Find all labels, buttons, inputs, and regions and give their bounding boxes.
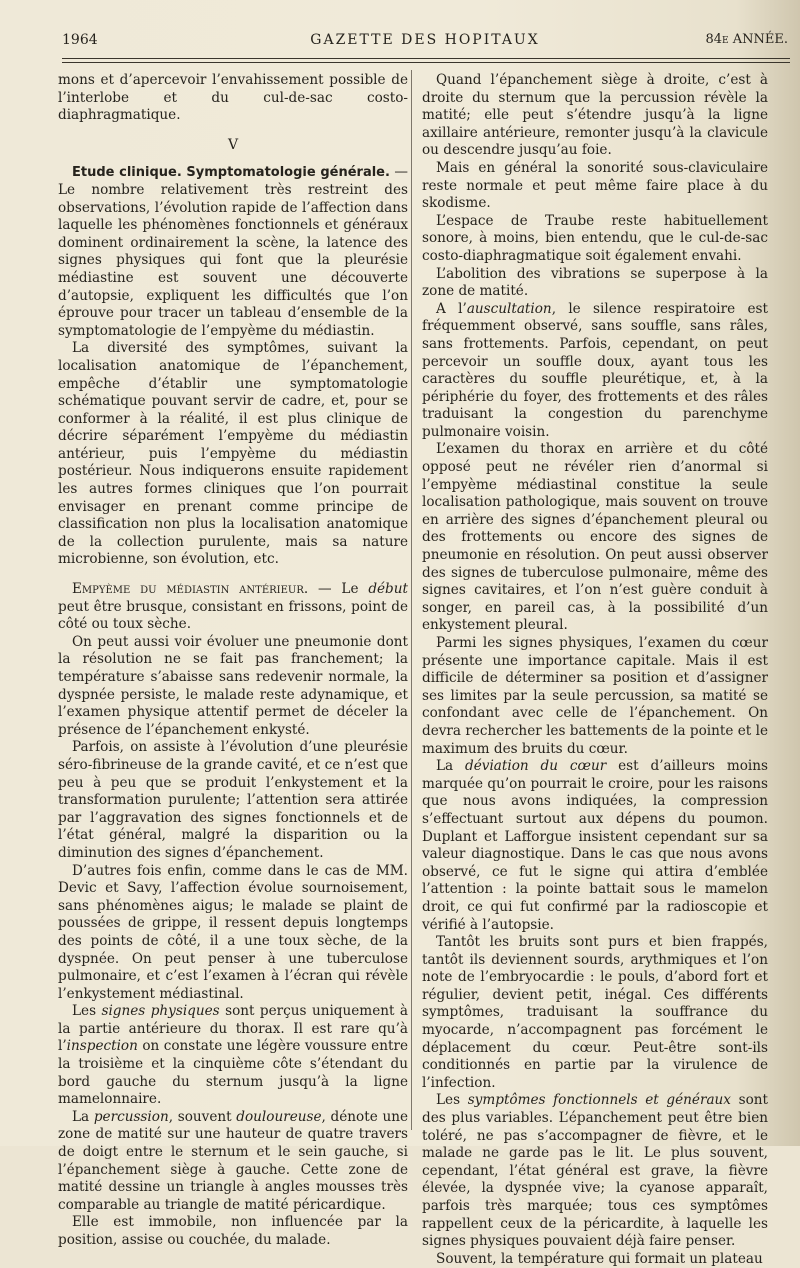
paragraph: Elle est immobile, non influencée par la position, assise ou couchée, du malade.: [58, 1214, 408, 1248]
paragraph: Etude clinique. Symptomatologie générale. — Le nombre relativement très restreint des observations, l’évolution rapide de l’affection dans laquelle les phénomènes fonctionnels et généraux dominent ordinairement la scène, la latence des signes physiques qui font que la pleurésie médiastine est souvent une découverte d’autopsie, expliquent les difficultés que l’on éprouve pour tracer un tableau d’ensemble de la symptomatologie de l’empyème du médiastin.: [58, 164, 408, 339]
header-rule-top: [62, 58, 790, 59]
paragraph: Quand l’épanchement siège à droite, c’est à droite du sternum que la percussion révèle la matité; elle peut s’étendre jusqu’à la ligne axillaire antérieure, remonter jusqu’à la clavicule ou descendre jusqu’au foie.: [422, 72, 768, 159]
paragraph: L’espace de Traube reste habituellement sonore, à moins, bien entendu, que le cul-de-sac costo-diaphragmatique soit également envahi.: [422, 212, 768, 264]
paragraph: Parfois, on assiste à l’évolution d’une pleurésie séro-fibrineuse de la grande cavité, et ce n’est que peu à peu que se produit l’enkystement et la transformation purulente; l’attention sera attirée par l’aggravation des signes fonctionnels et de l’état général, malgré la disparition ou la diminution des signes d’épanchement.: [58, 739, 408, 861]
paragraph: L’examen du thorax en arrière et du côté opposé peut ne révéler rien d’anormal si l’empyème médiastinal constitue la seule localisation pathologique, mais souvent on trouve en arrière des signes d’épanchement pleural ou des frottements ou encore des signes de pneumonie en résolution. On peut aussi observer des signes de tuberculose pulmonaire, même des signes cavitaires, et l’on n’est guère conduit à songer, en pareil cas, à la possibilité d’un enkystement pleural.: [422, 441, 768, 634]
paragraph: Empyème du médiastin antérieur. — Le début peut être brusque, consistant en frissons, point de côté ou toux sèche.: [58, 581, 408, 633]
subsection-heading: Empyème du médiastin antérieur.: [72, 581, 309, 598]
paragraph: Les signes physiques sont perçus uniquement à la partie antérieure du thorax. Il est rare qu’à l’inspection on constate une légère voussure entre la troisième et la cinquième côte s’étendant du bord gauche du sternum jusqu’à la ligne mamelonnaire.: [58, 1003, 408, 1108]
paragraph: Mais en général la sonorité sous-claviculaire reste normale et peut même faire place à du skodisme.: [422, 159, 768, 212]
page-header: [60, 32, 790, 58]
paragraph: La diversité des symptômes, suivant la localisation anatomique de l’épanchement, empêche d’établir une symptomatologie schématique pouvant servir de cadre, et, pour se conformer à la réalité, il est plus clinique de décrire séparément l’empyème du médiastin antérieur, puis l’empyème du médiastin postérieur. Nous indiquerons ensuite rapidement les autres formes cliniques que l’on pourrait envisager en prenant comme principe de classification non plus la localisation anatomique de la collection purulente, mais sa nature microbienne, son évolution, etc.: [58, 340, 408, 568]
paragraph: La percussion, souvent douloureuse, dénote une zone de matité sur une hauteur de quatre travers de doigt entre le sternum et le sein gauche, si l’épanchement siège à gauche. Cette zone de matité dessine un triangle à angles mousses très comparable au triangle de matité péricardique.: [58, 1108, 408, 1213]
left-column: [58, 72, 408, 1250]
paragraph: Tantôt les bruits sont purs et bien frappés, tantôt ils deviennent sourds, arythmiques et l’on note de l’embryocardie : le pouls, d’abord fort et régulier, devient petit, inégal. Ces différents symptômes, traduisant la souffrance du myocarde, n’accompagnent pas forcément le déplacement du cœur. Peut-être sont-ils conditionnés en partie par la virulence de l’infection.: [422, 934, 768, 1091]
year-label: 84e ANNÉE.: [705, 32, 788, 47]
section-number: V: [227, 136, 239, 153]
paragraph: On peut aussi voir évoluer une pneumonie dont la résolution ne se fait pas franchement; la température s’abaisse sans redevenir normale, la dyspnée persiste, le malade reste adynamique, et l’examen physique attentif permet de déceler la présence de l’épanchement enkysté.: [58, 633, 408, 738]
paragraph: L’abolition des vibrations se superpose à la zone de matité.: [422, 265, 768, 300]
header-rule-bottom: [62, 62, 790, 63]
column-divider: [411, 70, 412, 1130]
paragraph: mons et d’apercevoir l’envahissement possible de l’interlobe et du cul-de-sac costo-diaphragmatique.: [58, 72, 408, 124]
paragraph: A l’auscultation, le silence respiratoire est fréquemment observé, sans souffle, sans râles, sans frottements. Parfois, cependant, on peut percevoir un souffle doux, ayant tous les caractères du souffle pleurétique, et, à la périphérie du foyer, des frottements et des râles traduisant la congestion du parenchyme pulmonaire voisin.: [422, 300, 768, 440]
running-title: GAZETTE DES HOPITAUX: [310, 32, 540, 48]
paragraph: Souvent, la température qui formait un plateau: [436, 1250, 763, 1267]
paragraph: La déviation du cœur est d’ailleurs moins marquée qu’on pourrait le croire, pour les raisons que nous avons indiquées, la compression s’effectuant surtout aux dépens du poumon. Duplant et Lafforgue insistent cependant sur sa valeur diagnostique. Dans le cas que nous avons observé, ce fut le signe qui attira d’emblée l’attention : la pointe battait sous le mamelon droit, ce qui fut confirmé par la radioscopie et vérifié à l’autopsie.: [422, 758, 768, 933]
section-heading: Etude clinique. Symptomatologie générale.: [72, 165, 390, 181]
paragraph: Parmi les signes physiques, l’examen du cœur présente une importance capitale. Mais il est difficile de déterminer sa position et d’assigner ses limites par la seule percussion, sa matité se confondant avec celle de l’épanchement. On devra rechercher les battements de la pointe et le maximum des bruits du cœur.: [422, 635, 768, 757]
page-number: 1964: [62, 32, 98, 48]
paragraph: Les symptômes fonctionnels et généraux sont des plus variables. L’épanchement peut être bien toléré, ne pas s’accompagner de fièvre, et le malade ne garde pas le lit. Le plus souvent, cependant, l’état général est grave, la fièvre élevée, la dyspnée vive; la cyanose apparaît, parfois très marquée; tous ces symptômes rappellent ceux de la péricardite, à laquelle les signes physiques pouvaient déjà faire penser.: [422, 1092, 769, 1250]
right-column: [422, 72, 768, 1268]
paragraph: D’autres fois enfin, comme dans le cas de MM. Devic et Savy, l’affection évolue sournoisement, sans phénomènes aigus; le malade se plaint de poussées de grippe, il ressent depuis longtemps des points de côté, il a une toux sèche, de la dyspnée. On peut penser à une tuberculose pulmonaire, et c’est l’examen à l’écran qui révèle l’enkystement médiastinal.: [58, 862, 408, 1002]
